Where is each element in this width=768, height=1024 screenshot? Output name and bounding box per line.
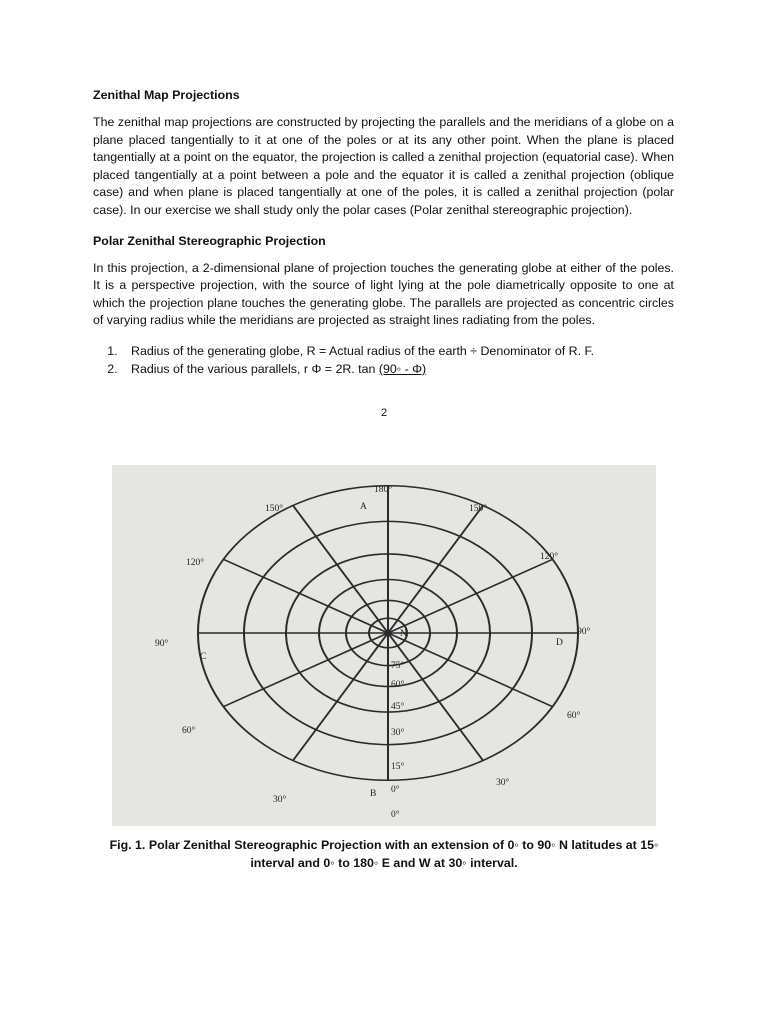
section-heading-polar-stereographic: Polar Zenithal Stereographic Projection <box>93 233 326 248</box>
point-label-c: C <box>200 652 207 662</box>
formula-list <box>93 342 674 378</box>
meridian-label-120-west: 120° <box>186 558 205 568</box>
parallel-label-30: 30° <box>391 728 405 738</box>
meridian-label-30-east: 30° <box>496 778 510 788</box>
section-heading-zenithal: Zenithal Map Projections <box>93 88 240 102</box>
parallel-label-60: 60° <box>391 680 405 690</box>
caption-line-2: interval and 0◦ to 180◦ E and W at 30◦ interval. <box>250 856 518 870</box>
formula-text: Radius of the various parallels, r Φ = 2R. tan <box>131 361 379 376</box>
meridian-label-150-west: 150° <box>265 504 284 514</box>
meridian-label-120-east: 120° <box>540 552 559 562</box>
meridian-label-180: 180° <box>374 485 393 495</box>
paragraph-zenithal: The zenithal map projections are constructed by projecting the parallels and the meridians of a globe on a plane placed tangentially to it at one of the poles or at its any other point. When the plane is placed tangentially at a point on the equator, the projection is called a zenithal projection (equatorial case). When placed tangentially at a point between a pole and the equator it is called a zenithal projection (oblique case) and when plane is placed tangentially at one of the poles, it is called a zenithal projection (polar case). In our exercise we shall study only the polar cases (Polar zenithal stereographic projection). <box>93 115 674 217</box>
meridian-label-90-east: 90° <box>577 627 591 637</box>
formula-item-globe-radius <box>121 342 674 360</box>
projection-diagram <box>112 465 656 826</box>
meridian-label-60-east: 60° <box>567 711 581 721</box>
parallel-label-15: 15° <box>391 762 405 772</box>
point-label-b: B <box>370 789 377 799</box>
page-number: 2 <box>380 407 388 419</box>
point-label-n: N <box>400 629 407 639</box>
north-pole-point <box>386 631 391 636</box>
formula-text: Radius of the generating globe, R = Actual radius of the earth ÷ Denominator of R. F. <box>131 343 595 358</box>
parallel-label-0: 0° <box>391 785 400 795</box>
projection-figure <box>112 465 656 826</box>
point-label-a: A <box>360 502 367 512</box>
formula-item-parallel-radius <box>121 360 674 378</box>
meridian-label-150-east: 150° <box>469 504 488 514</box>
parallel-label-45: 45° <box>391 702 405 712</box>
point-label-d: D <box>556 638 563 648</box>
parallel-label-75: 75° <box>391 661 405 671</box>
meridian-label-60-west: 60° <box>182 726 196 736</box>
formula-fraction: (90◦ - Φ) <box>378 361 427 376</box>
document-body <box>93 86 674 378</box>
meridian-label-0: 0° <box>391 810 400 820</box>
figure-caption <box>98 836 670 872</box>
meridian-label-30-west: 30° <box>273 795 287 805</box>
caption-line-1: Fig. 1. Polar Zenithal Stereographic Projection with an extension of 0◦ to 90◦ N latitudes at 15◦ <box>109 838 659 852</box>
paragraph-polar-stereographic: In this projection, a 2-dimensional plane of projection touches the generating globe at either of the poles. It is a perspective projection, with the source of light lying at the pole diametrically opposite to one at which the projection plane touches the generating globe. The parallels are projected as concentric circles of varying radius while the meridians are projected as straight lines radiating from the poles. <box>93 260 674 328</box>
meridian-label-90-west: 90° <box>155 639 169 649</box>
